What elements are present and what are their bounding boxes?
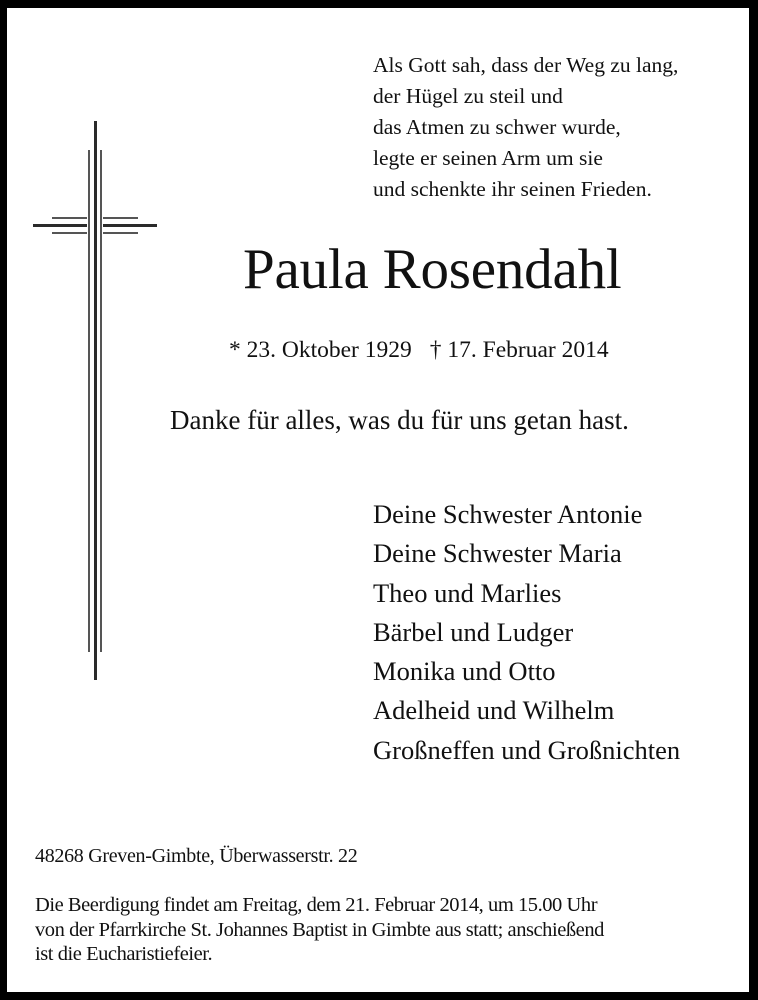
mourner-item: Monika und Otto <box>373 656 556 687</box>
funeral-line: ist die Eucharistiefeier. <box>35 943 213 965</box>
cross-lower-right <box>103 232 138 234</box>
cross-horizontal-right <box>103 224 157 227</box>
cross-upper-left <box>52 217 87 219</box>
poem-line: legte er seinen Arm um sie <box>373 146 603 170</box>
funeral-line: Die Beerdigung findet am Freitag, dem 21. Februar 2014, um 15.00 Uhr <box>35 894 598 916</box>
mourner-item: Deine Schwester Antonie <box>373 499 643 529</box>
mourner-item: Bärbel und Ludger <box>373 616 574 647</box>
mourner-item: Großneffen und Großnichten <box>373 734 681 765</box>
funeral-line: von der Pfarrkirche St. Johannes Baptist in Gimbte aus statt; anschießend <box>35 918 604 941</box>
cross-center-bar <box>94 121 97 680</box>
thanks-line: Danke für alles, was du für uns getan hast. <box>170 405 629 435</box>
mourner-item: Deine Schwester Maria <box>373 538 622 569</box>
poem-line: Als Gott sah, dass der Weg zu lang, <box>373 53 679 77</box>
cross-lower-left <box>52 232 87 234</box>
cross-right-bar <box>100 150 102 652</box>
poem-line: der Hügel zu steil und <box>373 84 563 108</box>
address: 48268 Greven-Gimbte, Überwasserstr. 22 <box>35 845 358 867</box>
death-date: † 17. Februar 2014 <box>429 337 609 363</box>
poem-line: das Atmen zu schwer wurde, <box>373 115 621 139</box>
cross-left-bar <box>88 150 90 652</box>
cross-horizontal-left <box>33 224 87 227</box>
funeral-info <box>35 893 725 967</box>
cross-upper-right <box>103 217 138 219</box>
mourner-item: Adelheid und Wilhelm <box>373 695 615 726</box>
mourners-list <box>373 495 680 770</box>
deceased-name: Paula Rosendahl <box>243 238 622 301</box>
birth-date: * 23. Oktober 1929 <box>229 337 412 363</box>
mourner-item: Theo und Marlies <box>373 577 562 608</box>
poem <box>373 50 678 205</box>
poem-line: und schenkte ihr seinen Frieden. <box>373 177 652 201</box>
life-dates <box>229 336 609 364</box>
